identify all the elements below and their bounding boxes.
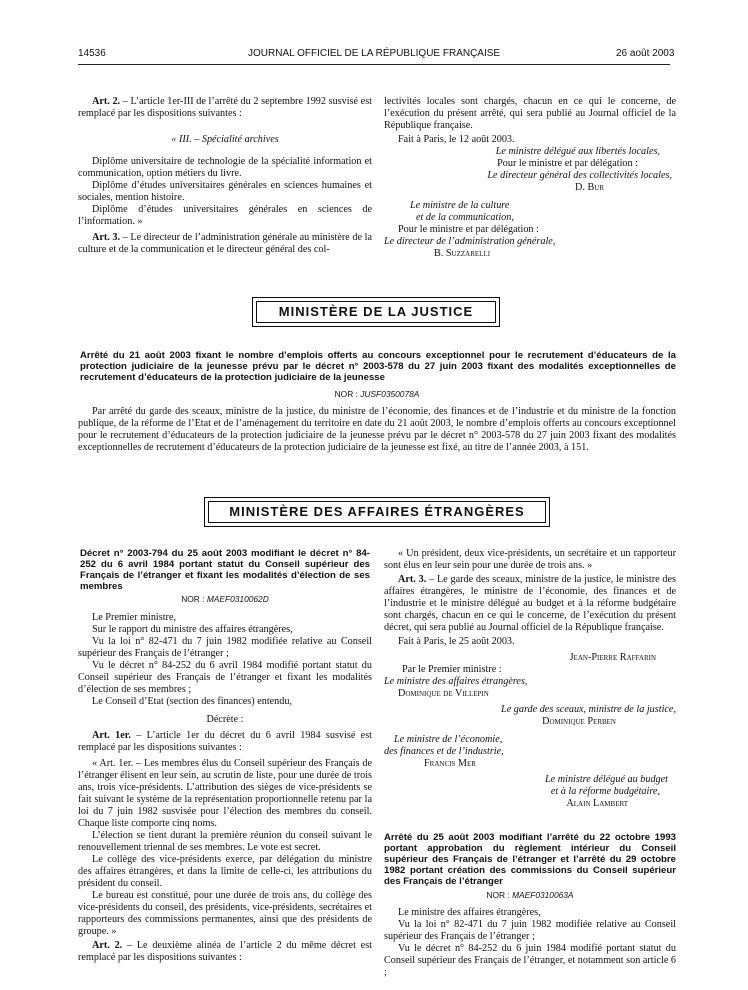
article-label: Art. 2. [92,96,121,107]
paragraph: Le ministre des affaires étrangères, [398,907,541,918]
par-line: Par le Premier ministre : [402,664,502,675]
article-text: – Le deuxième alinéa de l’article 2 du même décret est remplacé par les dispositions suivantes : [78,940,372,963]
paragraph: Vu la loi n° 82-471 du 7 juin 1982 modifiée relative au Conseil supérieur des Français de l’étranger ; [78,636,372,659]
article-label: Art. 3. [398,574,427,585]
quoted-paragraph: Le bureau est constitué, pour une durée de trois ans, du collège des vice-présidents du conseil, des présidents, vice-présidents, secrétaires et rapporteurs des commissions permanentes, ainsi que des présidents de groupe. » [78,890,372,937]
signatory-name: D. Bur [575,182,604,193]
decret-left-column [78,612,372,964]
ministry-heading-box [252,297,500,327]
paragraph: Vu la loi n° 82-471 du 7 juin 1982 modifiée relative au Conseil supérieur des Français de l’étranger ; [384,919,676,942]
nor-label: NOR : [334,389,361,399]
page-number: 14536 [78,48,106,59]
journal-title: JOURNAL OFFICIEL DE LA RÉPUBLIQUE FRANÇAISE [248,48,501,59]
nor-code: MAEF0310062D [206,594,269,604]
director-role: Le directeur général des collectivités locales, [487,170,672,181]
ministry-heading-box [204,497,550,527]
decret-title: Décret n° 2003-794 du 25 août 2003 modifiant le décret n° 84-252 du 6 avril 1984 portant statut du Conseil supérieur des Français de l’étranger et fixant les modalités d’élection de ses membres [80,548,370,592]
signatory-name: Francis Mer [424,758,476,769]
signatory-role: Le ministre délégué au budget [545,774,668,785]
quoted-paragraph: Le collège des vice-présidents exerce, par délégation du ministre des affaires étrangères, et dans la limite de celle-ci, les attributions du président du conseil. [78,854,372,889]
nor-label: NOR : [486,890,513,900]
article-text: – Le garde des sceaux, ministre de la justice, le ministre des affaires étrangères, le ministre de l’économie, des finances et de l’industrie et le ministre délégué au budget et à la réforme budgétaire sont chargés, chacun en ce qui le concerne, de l’exécution du présent décret, qui sera publié au Journal officiel de la République française. [384,574,676,633]
nor-reference [78,389,676,399]
quoted-paragraph: L’élection se tient durant la première réunion du conseil suivant le renouvellement triennal de ses membres. Le vote est secret. [78,830,372,853]
top-left-column [78,96,372,256]
diploma-item: Diplôme d’études universitaires générales en sciences humaines et sociales, mention histoire. [78,180,372,203]
paragraph: Sur le rapport du ministre des affaires étrangères, [92,624,293,635]
quoted-paragraph: « Un président, deux vice-présidents, un secrétaire et un rapporteur sont élus en leur sein pour une durée de trois ans. » [384,548,676,571]
diploma-item: Diplôme universitaire de technologie de la spécialité information et communication, option métiers du livre. [78,156,372,179]
ministry-heading: MINISTÈRE DE LA JUSTICE [256,301,496,323]
decret-right-column [384,548,676,979]
signatory-role: Le ministre délégué aux libertés locales, [495,146,660,157]
issue-date: 26 août 2003 [616,48,675,59]
continuation-text: lectivités locales sont chargés, chacun en ce qui le concerne, de l’exécution du présent arrêté, qui sera publié au Journal officiel de la République française. [384,96,676,131]
diploma-item: Diplôme d’études universitaires générales en sciences de l’information. » [78,204,372,227]
delegation-line: Pour le ministre et par délégation : [497,158,638,169]
signatory-name: Alain Lambert [566,798,628,809]
article-label: Art. 1er. [92,730,131,741]
paragraph: Par arrêté du garde des sceaux, ministre de la justice, du ministre de l’économie, des finances et de l’industrie et du ministre de la fonction publique, de la réforme de l’Etat et de l’aménagement du territoire en date du 21 août 2003, le nombre d’emplois offerts au concours exceptionnel pour le recrutement d’éducateurs de la protection judiciaire de la jeunesse prévu par le décret n° 2003-578 du 27 juin 2003 fixant des modalités exceptionnelles de recrutement d’éducateurs de la protection judiciaire de la jeunesse est fixé, au titre de l’année 2003, à 151. [78,406,676,453]
arrete-title: Arrêté du 21 août 2003 fixant le nombre d’emplois offerts au concours exceptionnel pour le recrutement d’éducateurs de la protection judiciaire de la jeunesse prévu par le décret n° 2003-578 du 27 juin 2003 fixant des modalités exceptionnelles de recrutement d’éducateurs de la protection judiciaire de la jeunesse [80,350,676,383]
paragraph: Le Premier ministre, [92,612,177,623]
article-label: Art. 2. [92,940,123,951]
signatory-role: Le ministre de l’économie, [394,734,503,745]
paragraph: Vu le décret n° 84-252 du 6 juin 1984 modifié portant statut du Conseil supérieur des Français de l’étranger, et notamment son article 6 ; [384,943,676,978]
fait-line: Fait à Paris, le 25 août 2003. [398,636,515,647]
signatory-name: Jean-Pierre Raffarin [569,652,656,663]
quote-title: « III. – Spécialité archives [171,134,279,145]
delegation-line: Pour le ministre et par délégation : [398,224,539,235]
fait-line: Fait à Paris, le 12 août 2003. [398,134,515,145]
nor-reference [384,889,676,901]
signatory-name: Dominique de Villepin [398,688,489,699]
article-text: – Le directeur de l’administration générale au ministère de la culture et de la communication et le directeur général des col- [78,232,372,255]
signatory-role: Le garde des sceaux, ministre de la justice, [501,704,676,715]
nor-reference [78,594,372,604]
signatory-role: et à la réforme budgétaire, [550,786,660,797]
article-text: – L’article 1er-III de l’arrêté du 2 septembre 1992 susvisé est remplacé par les dispositions suivantes : [78,96,372,119]
top-right-column [384,96,676,260]
nor-code: JUSF0350078A [360,389,420,399]
signatory-role: des finances et de l’industrie, [384,746,504,757]
ministry-heading: MINISTÈRE DES AFFAIRES ÉTRANGÈRES [208,501,546,523]
director-role: Le directeur de l’administration générale, [384,236,556,247]
nor-label: NOR : [181,594,207,604]
paragraph: Vu le décret n° 84-252 du 6 avril 1984 modifié portant statut du Conseil supérieur des Français de l’étranger et fixant les modalités d’élection de ses membres ; [78,660,372,695]
signatory-role: Le ministre de la culture [410,200,510,211]
article-text: – L’article 1er du décret du 6 avril 1984 susvisé est remplacé par les dispositions suivantes : [78,730,372,753]
header-rule [78,64,670,65]
signatory-name: B. Suzzarelli [434,248,491,259]
arrete-title: Arrêté du 25 août 2003 modifiant l’arrêté du 22 octobre 1993 portant approbation du règlement intérieur du Conseil supérieur des Français de l’étranger et l’arrêté du 29 octobre 1982 portant création des commissions du Conseil supérieur des Français de l’étranger [384,832,676,887]
article-label: Art. 3. [92,232,121,243]
decrete-line: Décrète : [206,714,244,725]
signatory-name: Dominique Perben [542,716,616,727]
quoted-paragraph: « Art. 1er. – Les membres élus du Conseil supérieur des Français de l’étranger élisent en leur sein, au scrutin de liste, pour une durée de trois ans, trois vice-présidents. L’attribution des sièges de vice-présidents se fait suivant le système de la représentation proportionnelle retenu par la loi du 7 juin 1982 susvisée pour l’élection des membres du conseil. Chaque liste comporte cinq noms. [78,758,372,829]
nor-code: MAEF0310063A [512,890,574,900]
signatory-role: Le ministre des affaires étrangères, [384,676,528,687]
paragraph: Le Conseil d’Etat (section des finances) entendu, [92,696,293,707]
justice-body [78,406,676,454]
signatory-role: et de la communication, [416,212,514,223]
